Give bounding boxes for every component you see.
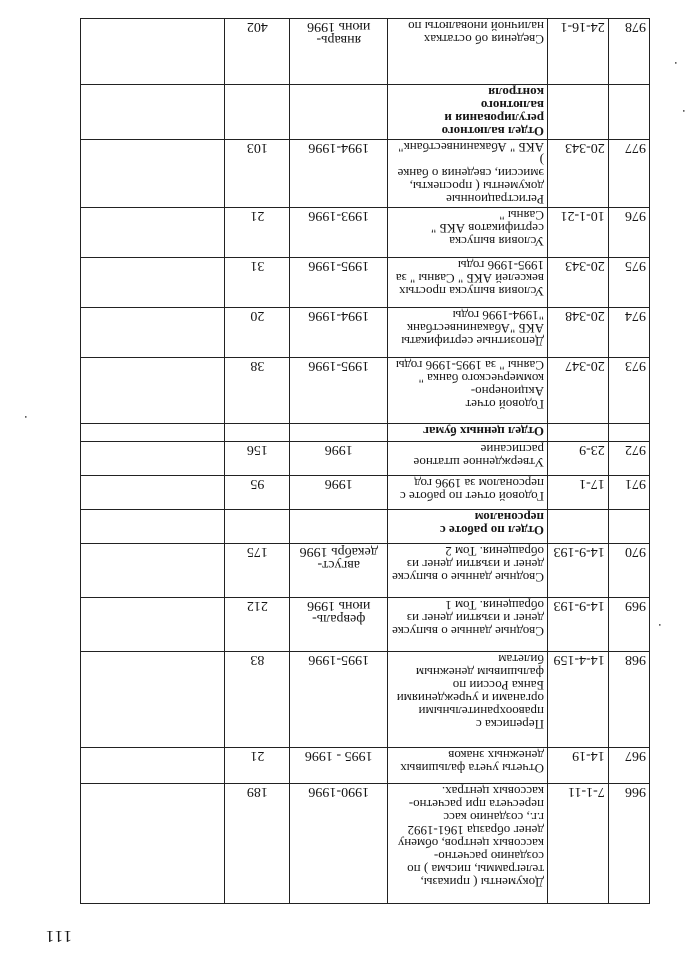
table-row: [81, 258, 650, 308]
item-title: Условия выпуска простых векселей АКБ " Саяны " за 1995-1996 годы: [395, 258, 544, 299]
scan-speck: ·: [657, 616, 662, 632]
item-dates: 1995-1996: [308, 258, 370, 273]
scan-speck: ·: [23, 408, 28, 424]
item-code: 14-4-159: [547, 652, 608, 748]
item-dates: 1996: [324, 442, 353, 457]
item-note: [81, 442, 225, 476]
item-note: [81, 19, 225, 85]
table-row: [81, 598, 650, 652]
item-note: [81, 308, 225, 358]
item-code: 20-343: [547, 258, 608, 308]
item-dates: 1995 - 1996: [304, 748, 373, 763]
item-dates: август- декабрь 1996: [299, 544, 378, 572]
item-number: 977: [608, 140, 649, 208]
item-code: 14-19: [547, 748, 608, 784]
table-row: [81, 784, 650, 904]
item-number: 972: [608, 442, 649, 476]
item-code: 24-16-1: [547, 19, 608, 85]
item-number: 975: [608, 258, 649, 308]
item-note: [81, 140, 225, 208]
item-note: [81, 652, 225, 748]
item-title: Сводные данные о выпуске денег и изъятии денег из обращения. Том 1: [392, 598, 544, 639]
item-title: Условия выпуска сертификатов АКБ " Саяны ": [430, 208, 544, 249]
item-title: Депозитные сертификаты АКБ "Абаканинвестбанк "1994-1996 годы: [401, 308, 544, 349]
item-title: Регистрационные документы ( проспекты, эмиссии, сведения о банке ) АКБ " Абаканинвестбанк": [397, 140, 544, 207]
item-code: 10-1-21: [547, 208, 608, 258]
item-note: [81, 476, 225, 510]
item-number: 966: [608, 784, 649, 904]
table-row: [81, 476, 650, 510]
item-number: 974: [608, 308, 649, 358]
item-dates: февраль- июнь 1996: [307, 598, 371, 626]
table-row: [81, 358, 650, 424]
section-row: [81, 85, 650, 140]
item-number: 969: [608, 598, 649, 652]
item-sheet-count: 189: [225, 784, 290, 904]
item-dates: 1995-1996: [308, 358, 370, 373]
item-sheet-count: 20: [225, 308, 290, 358]
item-sheet-count: 175: [225, 544, 290, 598]
item-dates: 1994-1996: [308, 308, 370, 323]
table-row: [81, 748, 650, 784]
table-row: [81, 19, 650, 85]
item-code: 7-1-11: [547, 784, 608, 904]
scan-speck: ·: [673, 54, 678, 70]
inventory-rows: [81, 19, 650, 904]
item-sheet-count: 95: [225, 476, 290, 510]
item-sheet-count: 31: [225, 258, 290, 308]
item-title: Сводные данные о выпуске денег и изъятии денег из обращения. Том 2: [392, 544, 544, 585]
item-sheet-count: 21: [225, 208, 290, 258]
item-note: [81, 258, 225, 308]
item-dates: 1995-1996: [308, 652, 370, 667]
item-number: 976: [608, 208, 649, 258]
item-dates: январь- июнь 1996: [307, 19, 371, 47]
item-code: 23-9: [547, 442, 608, 476]
item-sheet-count: 212: [225, 598, 290, 652]
item-note: [81, 748, 225, 784]
item-sheet-count: 38: [225, 358, 290, 424]
table-row: [81, 308, 650, 358]
item-sheet-count: 156: [225, 442, 290, 476]
item-code: 17-1: [547, 476, 608, 510]
item-note: [81, 208, 225, 258]
item-code: 20-347: [547, 358, 608, 424]
item-number: 970: [608, 544, 649, 598]
item-title: Переписка с правоохранительными органами и учреждениями Банка России по фальшивым денежным билетам: [396, 652, 544, 732]
item-sheet-count: 402: [225, 19, 290, 85]
table-row: [81, 208, 650, 258]
item-number: 968: [608, 652, 649, 748]
item-dates: 1996: [324, 476, 353, 491]
item-note: [81, 358, 225, 424]
item-note: [81, 544, 225, 598]
inventory-table: [80, 18, 650, 904]
section-heading: Отдел валютного регулирования и валютного контроля: [441, 85, 544, 139]
section-row: [81, 510, 650, 544]
item-dates: 1994-1996: [308, 140, 370, 155]
item-number: 978: [608, 19, 649, 85]
item-code: 14-9-193: [547, 544, 608, 598]
item-title: Документы ( приказы, телеграммы, письма ) по созданию расчетно- кассовых центров, обмену денег образца 1961-1992 г.г., созданию касс пересчета при расчетно- кассовых центрах.: [397, 784, 544, 890]
item-number: 967: [608, 748, 649, 784]
page-number: 111: [44, 927, 72, 946]
item-dates: 1990-1996: [308, 784, 370, 799]
item-code: 20-348: [547, 308, 608, 358]
item-number: 973: [608, 358, 649, 424]
item-title: Годовой отчет по работе с персоналом за 1996 год: [399, 476, 544, 504]
table-row: [81, 442, 650, 476]
item-sheet-count: 83: [225, 652, 290, 748]
item-title: Годовой отчет Акционерно- коммерческого банка " Саяны " за 1995-1996 годы: [395, 358, 544, 412]
item-title: Сведения об остатках наличной иновалюты по: [408, 19, 544, 47]
scan-speck: ·: [681, 102, 686, 118]
item-code: 14-9-193: [547, 598, 608, 652]
item-dates: 1993-1996: [308, 208, 370, 223]
item-note: [81, 784, 225, 904]
item-title: Отчеты учета фальшивых денежных знаков: [400, 748, 544, 776]
section-heading: Отдел по работе с персоналом: [439, 510, 544, 538]
table-row: [81, 140, 650, 208]
item-code: 20-343: [547, 140, 608, 208]
section-row: [81, 424, 650, 442]
table-row: [81, 544, 650, 598]
item-sheet-count: 103: [225, 140, 290, 208]
table-row: [81, 652, 650, 748]
item-sheet-count: 21: [225, 748, 290, 784]
item-number: 971: [608, 476, 649, 510]
section-heading: Отдел ценных бумаг: [423, 424, 544, 439]
item-title: Утвержденное штатное расписание: [413, 442, 544, 470]
item-note: [81, 598, 225, 652]
